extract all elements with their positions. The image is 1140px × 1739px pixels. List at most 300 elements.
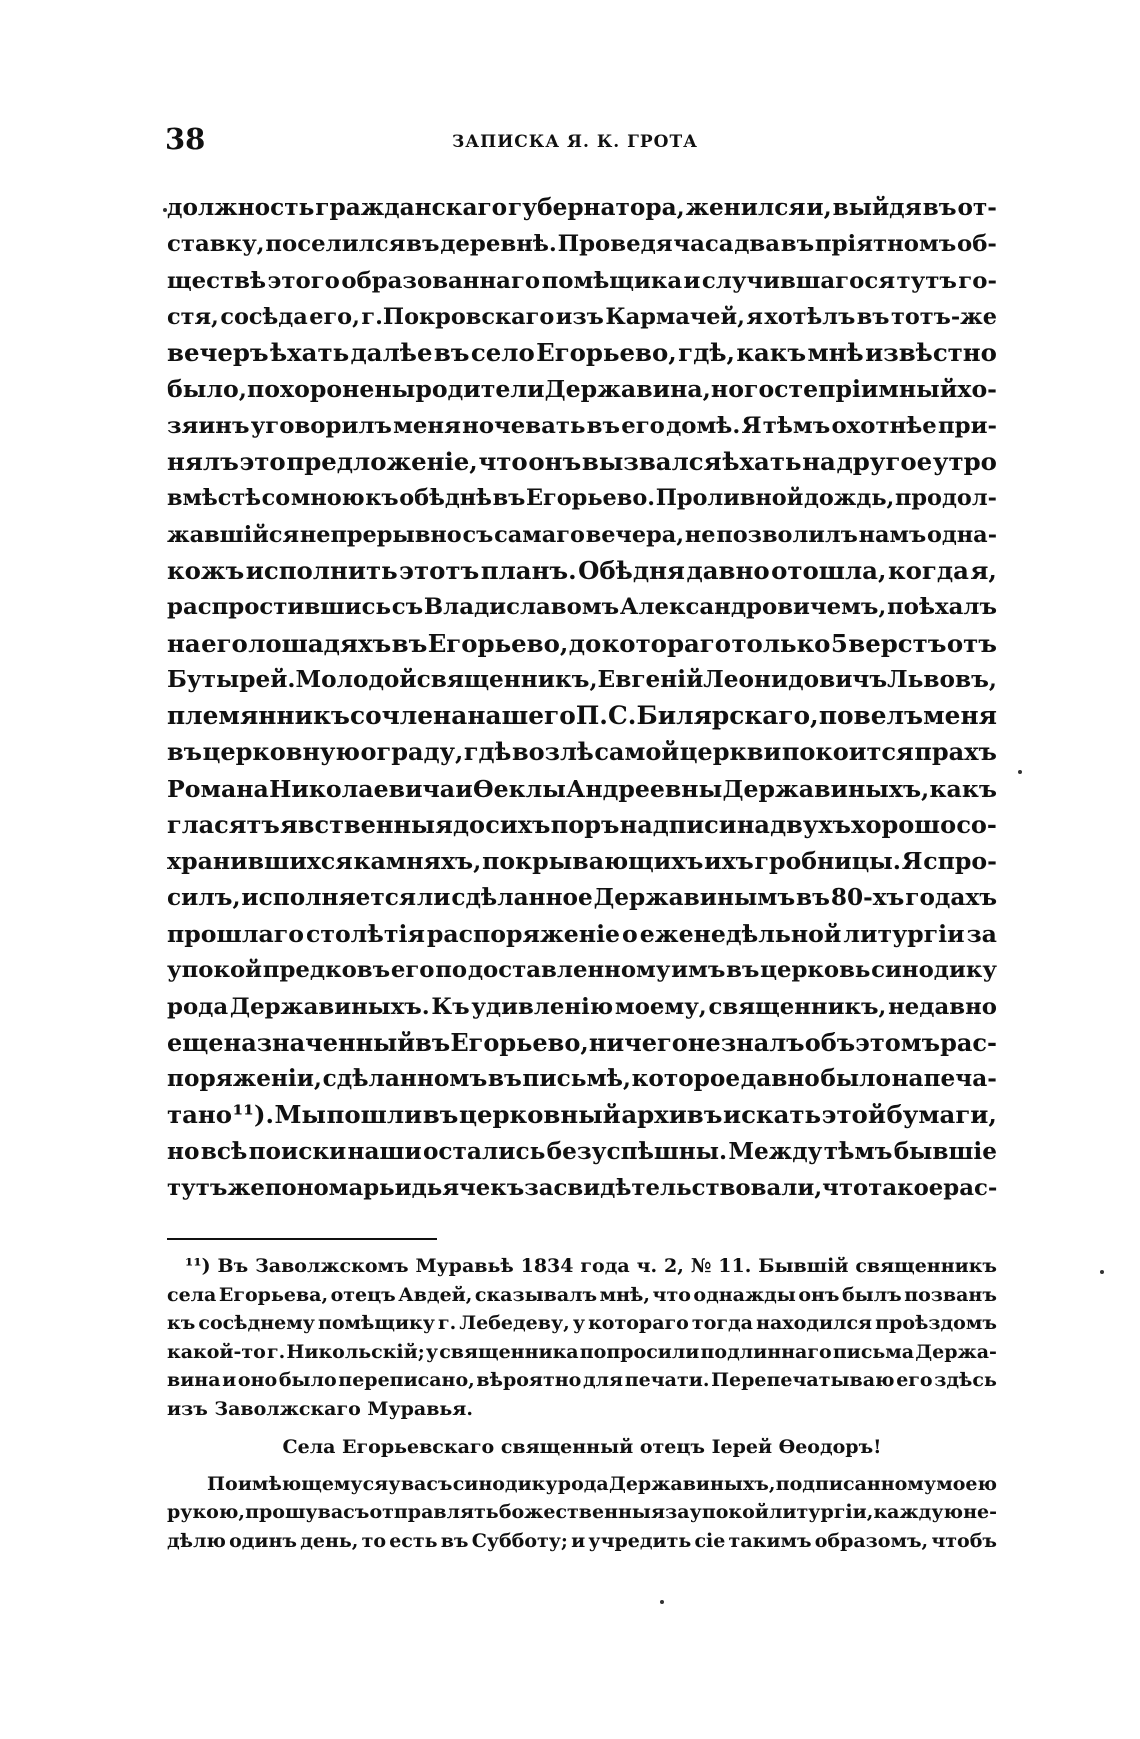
- footnote-line: [167, 1338, 997, 1367]
- word: его: [896, 1369, 933, 1391]
- word: и: [683, 267, 701, 294]
- word: синодику: [452, 1472, 558, 1495]
- word: бумаги,: [886, 1100, 997, 1130]
- word: лошадяхъ: [248, 628, 392, 658]
- word: прошлаго: [167, 919, 304, 948]
- word: похоронены: [247, 375, 416, 404]
- word: онъ: [528, 447, 582, 477]
- word: въ: [433, 338, 470, 368]
- word: въ: [487, 1065, 522, 1093]
- word: помѣщика: [541, 267, 683, 294]
- word: Субботу;: [471, 1529, 568, 1552]
- word: подлиннаго: [700, 1340, 832, 1363]
- word: намъ: [858, 521, 927, 548]
- word: тѣмъ: [762, 412, 831, 439]
- word: вызвался: [581, 447, 722, 477]
- word: 5: [830, 628, 848, 658]
- word: и: [455, 774, 473, 803]
- word: образомъ,: [814, 1529, 929, 1552]
- word: за: [665, 1501, 690, 1523]
- word: об-: [957, 231, 997, 258]
- text-line: [167, 589, 997, 625]
- word: чтобъ: [931, 1529, 997, 1552]
- word: утро: [932, 447, 997, 477]
- word: Львовъ,: [887, 665, 997, 693]
- word: вина: [167, 1369, 221, 1391]
- word: столѣтія: [305, 919, 425, 948]
- text-line: [167, 444, 997, 480]
- word: Ѳеклы: [473, 774, 566, 803]
- word: ¹¹): [185, 1255, 211, 1277]
- word: рас-: [943, 1175, 998, 1202]
- word: хорошо: [851, 810, 957, 840]
- word: въ: [422, 1100, 459, 1130]
- word: охотнѣе: [831, 412, 937, 439]
- word: божественныя: [498, 1501, 665, 1523]
- word: у: [388, 1472, 401, 1495]
- word: поиски: [248, 1137, 347, 1165]
- word: 1834: [520, 1255, 574, 1277]
- word: отъ: [946, 628, 997, 658]
- word: зналъ: [720, 1027, 805, 1057]
- word: поѣхалъ: [887, 594, 997, 621]
- word: Бутырей.: [167, 665, 296, 693]
- word: №: [690, 1255, 712, 1277]
- word: въ: [780, 231, 815, 258]
- word: пріятномъ: [814, 231, 957, 258]
- word: когда: [888, 555, 969, 585]
- word: предложеніе,: [286, 447, 478, 477]
- word: ществѣ: [167, 267, 267, 294]
- word: остались: [422, 1137, 546, 1165]
- word: Кармачей,: [605, 303, 745, 330]
- word: по: [435, 957, 468, 984]
- word: такимъ: [728, 1529, 812, 1552]
- text-line: [167, 916, 997, 952]
- word: распростившись: [167, 594, 391, 621]
- word: Лебедеву,: [459, 1312, 570, 1334]
- word: съ: [462, 521, 494, 548]
- word: жавшійся: [167, 521, 300, 548]
- word: мнѣ,: [599, 1283, 651, 1306]
- word: возлѣ: [511, 737, 594, 767]
- word: мнѣ: [807, 338, 864, 368]
- main-text: [167, 190, 997, 1206]
- word: къ: [167, 1312, 196, 1334]
- word: упокой: [689, 1501, 769, 1523]
- word: меня: [393, 412, 461, 439]
- word: его: [621, 412, 665, 439]
- word: Авдей,: [398, 1283, 473, 1306]
- text-line: [167, 263, 997, 299]
- text-line: [167, 480, 997, 516]
- word: два: [734, 231, 781, 258]
- word: Егорьево.: [525, 485, 656, 512]
- word: Я: [741, 412, 762, 439]
- word: женился: [685, 194, 806, 221]
- word: 2,: [664, 1255, 684, 1277]
- word: сіе: [694, 1529, 726, 1552]
- word: пономарь: [264, 1175, 395, 1202]
- word: засвидѣтельствовали,: [524, 1175, 823, 1202]
- word: наши: [347, 1137, 422, 1165]
- word: вѣроятно: [476, 1369, 582, 1391]
- word: безуспѣшны.: [546, 1137, 728, 1165]
- word: въ: [922, 194, 957, 221]
- word: Перепечатываю: [711, 1369, 895, 1391]
- word: и: [394, 1175, 412, 1202]
- text-line: [167, 771, 997, 807]
- word: упокой: [167, 957, 263, 984]
- text-line: [167, 299, 997, 335]
- word: Владиславомъ: [423, 594, 620, 621]
- word: въ: [391, 628, 428, 658]
- word: стя,: [167, 303, 219, 330]
- word: на: [736, 810, 770, 840]
- word: Бывшій: [758, 1255, 849, 1277]
- word: рода: [167, 993, 229, 1020]
- text-line: [167, 626, 997, 662]
- word: часа: [673, 231, 734, 258]
- word: Александровичемъ,: [619, 594, 887, 621]
- word: выйдя: [832, 194, 922, 221]
- text-line: [167, 952, 997, 988]
- word: давно: [686, 555, 770, 585]
- word: Державиныхъ,: [722, 774, 930, 803]
- word: должность: [167, 194, 315, 221]
- word: далѣе: [350, 338, 433, 368]
- footnote-line: [167, 1281, 997, 1310]
- word: Никольскій;: [286, 1340, 425, 1363]
- word: от-: [957, 194, 997, 221]
- word: непрерывно: [299, 521, 462, 548]
- word: что: [822, 1175, 869, 1202]
- text-line: [167, 843, 997, 879]
- word: только: [731, 628, 831, 658]
- word: 11.: [718, 1255, 752, 1277]
- word: находился: [756, 1312, 873, 1334]
- word: искать: [723, 1100, 822, 1130]
- text-line: [167, 880, 997, 916]
- word: тано: [167, 1100, 233, 1130]
- word: имѣющемуся: [237, 1472, 389, 1495]
- word: еще: [167, 1027, 224, 1057]
- word: годахъ: [905, 883, 997, 911]
- word: С.: [608, 701, 637, 731]
- word: котораго: [588, 1312, 689, 1334]
- word: церковь: [760, 957, 871, 984]
- word: г.: [267, 1340, 286, 1363]
- word: учредить: [588, 1529, 692, 1552]
- word: прошу: [245, 1501, 318, 1523]
- letter-line: [167, 1498, 997, 1527]
- page-number: 38: [165, 122, 206, 156]
- word: было: [820, 1065, 891, 1093]
- word: покоится: [781, 737, 914, 767]
- word: Державина,: [544, 375, 711, 404]
- word: гражданскаго: [315, 194, 508, 221]
- word: родители: [415, 375, 545, 404]
- word: его: [201, 628, 248, 658]
- word: Между: [728, 1137, 823, 1165]
- word: переписано,: [338, 1369, 475, 1391]
- text-line: [167, 190, 997, 226]
- word: такое: [868, 1175, 944, 1202]
- text-line: [167, 1170, 997, 1206]
- text-line: [167, 226, 997, 262]
- word: недавно: [888, 993, 997, 1020]
- word: ночевать: [462, 412, 586, 439]
- running-title: ЗАПИСКА Я. К. ГРОТА: [452, 132, 698, 152]
- word: письма: [832, 1340, 915, 1363]
- text-line: [167, 807, 997, 843]
- text-line: [167, 734, 997, 770]
- word: двухъ: [770, 810, 851, 840]
- word: тогда: [691, 1312, 753, 1334]
- word: одинъ: [229, 1529, 298, 1552]
- word: еженедѣльной: [639, 919, 842, 948]
- word: предковъ: [262, 957, 391, 984]
- word: По: [207, 1472, 238, 1495]
- word: васъ: [317, 1501, 370, 1523]
- word: село: [470, 338, 535, 368]
- word: къ: [365, 485, 399, 512]
- word: П.: [575, 701, 608, 731]
- word: Молодой: [295, 665, 417, 693]
- word: его,: [309, 303, 360, 330]
- word: я: [746, 303, 763, 330]
- word: нашего: [467, 701, 576, 731]
- word: нялъ: [167, 447, 239, 477]
- footnote-line: изъ Заволжскаго Муравья.: [167, 1397, 473, 1420]
- word: Я: [901, 847, 923, 876]
- text-line: [167, 1025, 997, 1061]
- word: отправлять: [369, 1501, 499, 1523]
- word: уговорилъ: [250, 412, 392, 439]
- word: распоряженіе: [426, 919, 621, 948]
- scan-speck: [163, 208, 167, 212]
- word: которое: [631, 1065, 741, 1093]
- word: въ: [492, 485, 526, 512]
- word: каждую: [873, 1501, 963, 1523]
- letter-heading: Села Егорьевскаго священный отецъ Іерей Ѳеодоръ!: [282, 1436, 882, 1458]
- word: вечера,: [585, 521, 685, 548]
- word: верстъ: [848, 628, 947, 658]
- word: священникъ,: [416, 665, 598, 693]
- word: гдѣ,: [678, 338, 735, 368]
- word: гдѣ: [463, 737, 512, 767]
- word: помѣщику: [317, 1312, 435, 1334]
- word: Егорьева,: [218, 1283, 329, 1306]
- word: съ: [391, 594, 424, 621]
- word: Къ: [431, 993, 470, 1020]
- word: ч.: [636, 1255, 658, 1277]
- word: образованнаго: [341, 267, 541, 294]
- word: Билярскаго,: [636, 701, 819, 731]
- word: Державиныхъ,: [608, 1472, 776, 1495]
- word: Держа-: [915, 1340, 997, 1363]
- word: я,: [970, 555, 997, 585]
- scan-speck: [660, 1600, 664, 1604]
- text-line: [167, 1134, 997, 1170]
- word: племянникъ: [167, 701, 350, 731]
- word: Егорьево,: [450, 1027, 589, 1057]
- word: домѣ.: [666, 412, 741, 439]
- word: Егорьево,: [536, 338, 677, 368]
- word: ¹¹).: [232, 1100, 274, 1130]
- word: продол-: [894, 485, 997, 512]
- word: то: [361, 1529, 387, 1552]
- word: Евгеній: [597, 665, 704, 693]
- word: моему,: [614, 993, 707, 1020]
- word: давно: [740, 1065, 820, 1093]
- word: случившагося: [701, 267, 896, 294]
- scan-speck: [1018, 770, 1022, 774]
- text-line: [167, 989, 997, 1025]
- word: тотъ-же: [890, 303, 997, 330]
- word: изъ: [555, 303, 604, 330]
- word: ихъ: [704, 847, 754, 876]
- word: сдѣланномъ: [322, 1065, 488, 1093]
- word: церковный: [458, 1100, 621, 1130]
- word: ѣхать: [269, 338, 350, 368]
- word: у: [425, 1340, 439, 1363]
- word: и: [222, 1369, 237, 1391]
- word: сихъ: [485, 810, 551, 840]
- word: котораго: [601, 628, 732, 658]
- word: мною: [290, 485, 365, 512]
- word: Леонидовичъ: [703, 665, 888, 693]
- word: г.: [438, 1312, 457, 1334]
- word: въ: [586, 412, 620, 439]
- word: рода: [557, 1472, 609, 1495]
- word: спро-: [923, 847, 997, 876]
- word: сдѣланное: [451, 883, 593, 911]
- word: хранившихся: [167, 847, 353, 876]
- word: этотъ: [399, 555, 480, 585]
- word: ли: [416, 883, 451, 911]
- word: у: [572, 1312, 585, 1334]
- word: позванъ: [904, 1283, 997, 1306]
- word: въ: [406, 231, 440, 258]
- word: литургіи: [843, 919, 965, 948]
- word: на: [802, 447, 836, 477]
- word: рас-: [940, 1027, 997, 1057]
- word: Обѣдня: [578, 555, 685, 585]
- word: этого: [267, 267, 340, 294]
- word: Муравьѣ: [415, 1255, 514, 1277]
- word: васъ: [400, 1472, 453, 1495]
- word: прахъ: [914, 737, 997, 767]
- word: отецъ: [330, 1283, 396, 1306]
- word: Державиныхъ.: [229, 993, 430, 1020]
- word: дѣлю: [167, 1529, 226, 1552]
- word: хотѣлъ: [764, 303, 856, 330]
- word: Егорьево,: [427, 628, 569, 658]
- word: села: [167, 1283, 217, 1306]
- word: обѣднѣ: [399, 485, 492, 512]
- word: со: [261, 485, 291, 512]
- word: бывшіе: [893, 1137, 997, 1165]
- word: пошли: [326, 1100, 423, 1130]
- word: но: [167, 1137, 200, 1165]
- word: ставку,: [167, 231, 265, 258]
- word: священника: [439, 1340, 579, 1363]
- letter-line: [167, 1527, 997, 1556]
- word: Мы: [274, 1100, 326, 1130]
- word: меня: [923, 701, 997, 731]
- word: что: [652, 1283, 691, 1306]
- word: планъ.: [480, 555, 577, 585]
- text-line: [167, 1097, 997, 1133]
- word: напеча-: [891, 1065, 997, 1093]
- word: день,: [300, 1529, 359, 1552]
- word: зяинъ: [167, 412, 250, 439]
- word: синодику: [871, 957, 997, 984]
- word: въ: [796, 883, 830, 911]
- word: надписи: [619, 810, 737, 840]
- word: церкви: [679, 737, 782, 767]
- word: Въ: [217, 1255, 249, 1277]
- footnote-line: [167, 1309, 997, 1338]
- word: не: [687, 1027, 721, 1057]
- word: исполнить: [245, 555, 398, 585]
- word: печати.: [624, 1369, 710, 1391]
- word: года: [580, 1255, 630, 1277]
- word: что: [478, 447, 528, 477]
- word: самаго: [494, 521, 585, 548]
- word: 80-хъ: [830, 883, 905, 911]
- word: удивленію: [471, 993, 614, 1020]
- word: какъ: [929, 774, 997, 803]
- word: однажды: [693, 1283, 796, 1306]
- word: гостепріимный: [743, 375, 958, 404]
- word: кожъ: [167, 555, 245, 585]
- word: при-: [938, 412, 997, 439]
- text-line: [167, 662, 997, 698]
- word: тутъ: [167, 1175, 228, 1202]
- letter-line: [167, 1470, 997, 1499]
- footnote-line: [167, 1366, 997, 1395]
- word: хо-: [957, 375, 997, 404]
- text-line: [167, 698, 997, 734]
- word: церковную: [202, 737, 360, 767]
- word: поряженіи,: [167, 1065, 322, 1093]
- word: вечеръ: [167, 338, 269, 368]
- word: для: [582, 1369, 624, 1391]
- word: есть: [389, 1529, 438, 1552]
- word: и: [571, 1529, 586, 1552]
- word: тѣмъ: [823, 1137, 893, 1165]
- word: тутъ: [896, 267, 957, 294]
- word: дождь,: [803, 485, 895, 512]
- word: было: [278, 1369, 337, 1391]
- word: другое: [836, 447, 933, 477]
- word: рукою,: [167, 1501, 245, 1523]
- word: письмѣ,: [522, 1065, 631, 1093]
- word: дьячекъ: [411, 1175, 525, 1202]
- word: подписанному: [775, 1472, 936, 1495]
- word: не: [684, 521, 716, 548]
- word: въ: [856, 303, 890, 330]
- word: самой: [594, 737, 680, 767]
- text-line: [167, 553, 997, 589]
- word: за: [966, 919, 997, 948]
- footnote-line: [167, 1252, 997, 1281]
- word: исполняется: [241, 883, 416, 911]
- word: о: [622, 919, 638, 948]
- word: гробницы.: [754, 847, 902, 876]
